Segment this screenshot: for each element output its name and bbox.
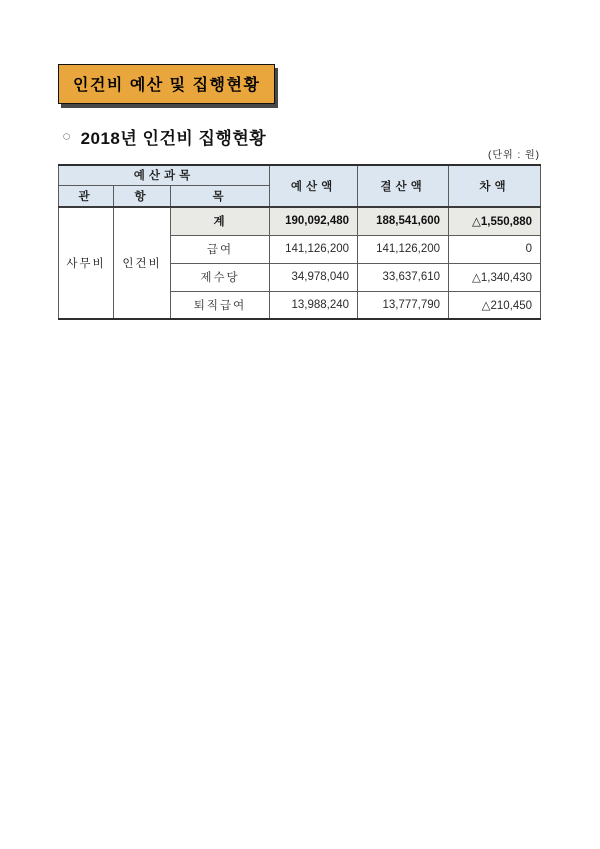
section-heading-text: 2018년 인건비 집행현황 [80, 129, 267, 148]
page-title-text: 인건비 예산 및 집행현황 [73, 77, 261, 94]
cell-mok-salary: 급여 [171, 235, 270, 263]
circle-bullet-icon: ○ [62, 128, 72, 145]
cell-gwan: 사무비 [59, 207, 114, 319]
table-header [59, 165, 541, 207]
header-hang: 항 [114, 185, 171, 207]
cell-settlement-severance: 13,777,790 [358, 291, 449, 319]
cell-difference-allowances: △1,340,430 [449, 263, 541, 291]
table-row-total [59, 207, 541, 235]
header-budget-category-group: 예산과목 [59, 165, 270, 185]
cell-settlement-total: 188,541,600 [358, 207, 449, 235]
cell-settlement-allowances: 33,637,610 [358, 263, 449, 291]
header-gwan: 관 [59, 185, 114, 207]
cell-difference-severance: △210,450 [449, 291, 541, 319]
cell-hang: 인건비 [114, 207, 171, 319]
unit-note: (단위 : 원) [488, 150, 540, 161]
cell-settlement-salary: 141,126,200 [358, 235, 449, 263]
cell-mok-severance: 퇴직급여 [171, 291, 270, 319]
header-mok: 목 [171, 185, 270, 207]
cell-mok-allowances: 제수당 [171, 263, 270, 291]
header-row-group [59, 165, 541, 185]
cell-budget-salary: 141,126,200 [270, 235, 358, 263]
cell-budget-total: 190,092,480 [270, 207, 358, 235]
header-settlement-amount: 결산액 [358, 165, 449, 207]
header-difference: 차액 [449, 165, 541, 207]
header-budget-amount: 예산액 [270, 165, 358, 207]
cell-budget-severance: 13,988,240 [270, 291, 358, 319]
cell-difference-salary: 0 [449, 235, 541, 263]
cell-difference-total: △1,550,880 [449, 207, 541, 235]
page-title-banner [58, 64, 275, 104]
table-body [59, 207, 541, 319]
cell-budget-allowances: 34,978,040 [270, 263, 358, 291]
budget-execution-table [58, 164, 541, 320]
cell-mok-total: 계 [171, 207, 270, 235]
